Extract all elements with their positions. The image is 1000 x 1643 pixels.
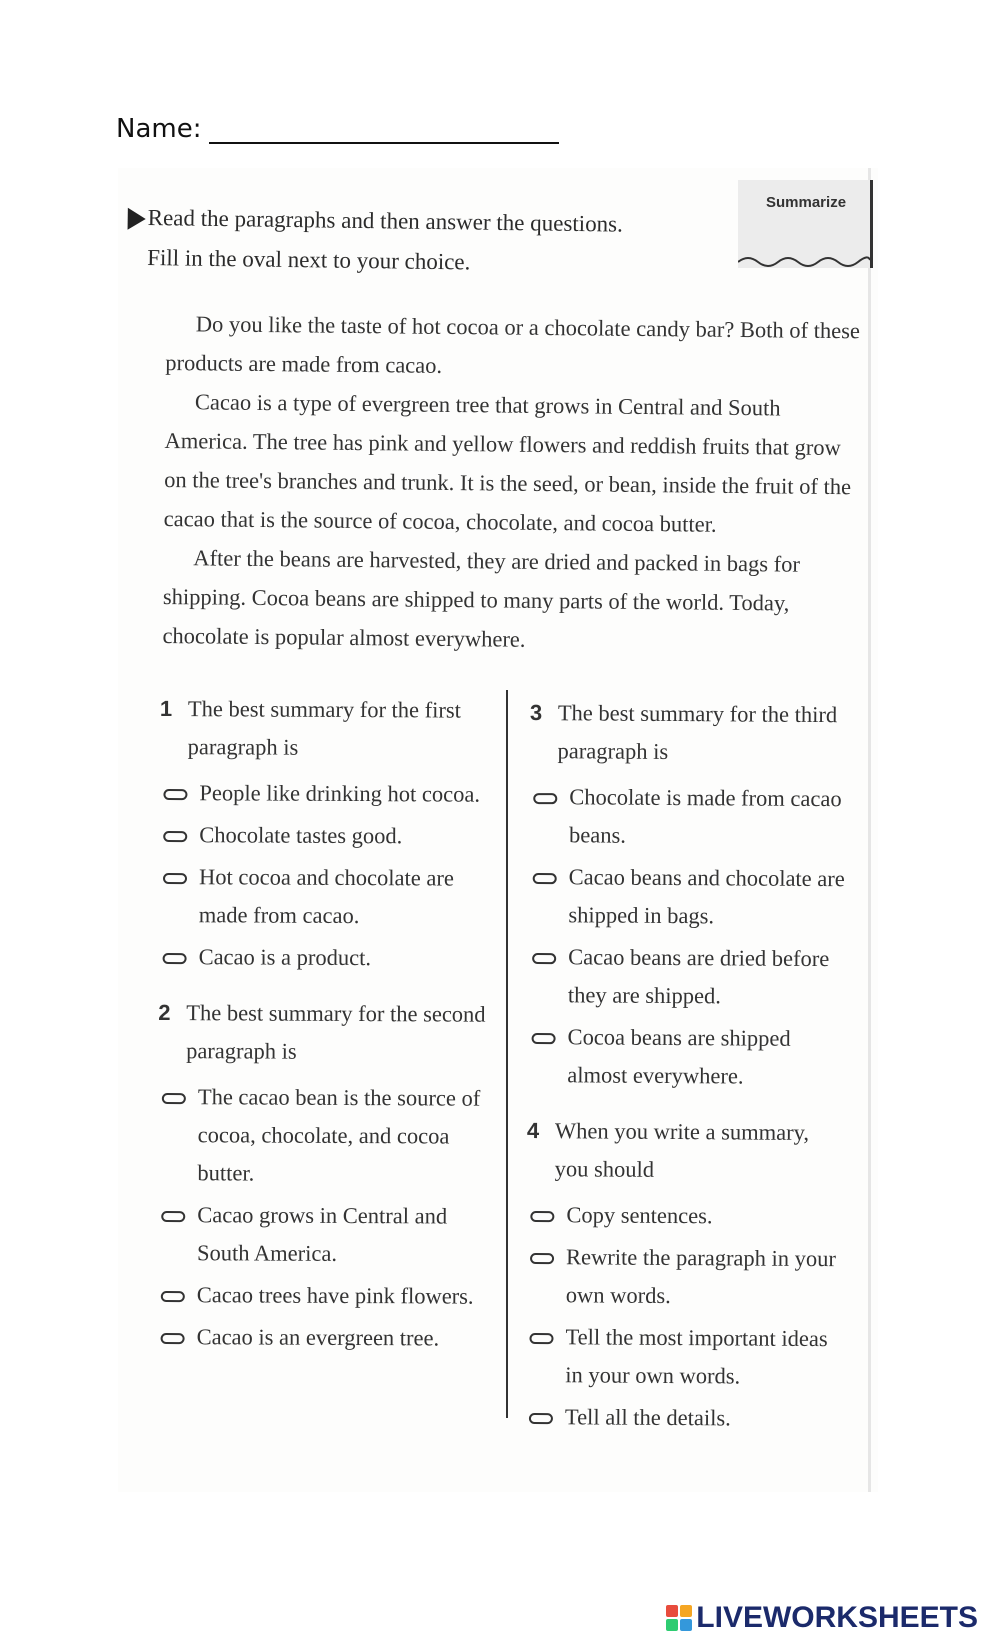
answer-option[interactable] (525, 1318, 846, 1396)
question-number: 2 (158, 999, 171, 1026)
answer-option[interactable] (525, 1398, 845, 1438)
question-prompt: When you write a summary, you should (554, 1118, 810, 1182)
answer-option[interactable] (157, 1078, 488, 1194)
reading-passage (162, 304, 866, 662)
option-text: Rewrite the paragraph in your own words. (565, 1244, 837, 1308)
option-text: Hot cocoa and chocolate are made from cacao. (198, 864, 454, 929)
question-4 (527, 1112, 848, 1190)
question-1 (160, 690, 490, 768)
answer-option[interactable] (157, 1196, 487, 1274)
answer-option[interactable] (157, 1318, 487, 1358)
option-text: Cacao trees have pink flowers. (196, 1282, 474, 1309)
question-2-options (157, 1078, 488, 1358)
option-text: Chocolate tastes good. (199, 822, 403, 849)
question-number: 3 (529, 699, 543, 726)
answer-option[interactable] (527, 1018, 848, 1096)
arrow-icon (128, 208, 146, 230)
answer-option[interactable] (159, 774, 489, 814)
option-text: Cocoa beans are shipped almost everywhere. (567, 1024, 791, 1089)
question-1-options (159, 774, 490, 978)
oval-radio-icon[interactable] (161, 1291, 185, 1302)
option-text: Cacao grows in Central and South America. (196, 1202, 448, 1266)
oval-radio-icon[interactable] (163, 873, 187, 884)
option-text: Copy sentences. (566, 1202, 713, 1229)
option-text: People like drinking hot cocoa. (199, 780, 481, 807)
questions-left-column (156, 690, 490, 1376)
logo-square (666, 1605, 678, 1617)
logo-square (666, 1619, 678, 1631)
paragraph-3: After the beans are harvested, they are dried and packed in bags for shipping. Cocoa beans are shipped to many parts of the world. Today, chocolate is popular almost everywhere. (162, 545, 801, 652)
option-text: Tell all the details. (564, 1404, 731, 1431)
paragraph-1: Do you like the taste of hot cocoa or a chocolate candy bar? Both of these products are made from cacao. (165, 311, 861, 378)
oval-radio-icon[interactable] (529, 1413, 553, 1424)
questions-right-column (525, 694, 850, 1456)
instruction-line-2: Fill in the oval next to your choice. (146, 244, 471, 275)
logo-square (680, 1605, 692, 1617)
column-divider (506, 690, 508, 1418)
torn-edge-decoration (738, 250, 870, 268)
answer-option[interactable] (528, 858, 849, 936)
name-label: Name: (116, 114, 202, 144)
answer-option[interactable] (528, 938, 849, 1016)
option-text: Chocolate is made from cacao beans. (568, 784, 842, 848)
question-prompt: The best summary for the third paragraph is (557, 700, 838, 764)
oval-radio-icon[interactable] (163, 831, 187, 842)
oval-radio-icon[interactable] (530, 1211, 554, 1222)
logo-square (680, 1619, 692, 1631)
question-4-options (525, 1196, 847, 1438)
oval-radio-icon[interactable] (162, 1093, 186, 1104)
question-3 (529, 694, 850, 772)
oval-radio-icon[interactable] (532, 953, 556, 964)
oval-radio-icon[interactable] (161, 1211, 185, 1222)
answer-option[interactable] (157, 1276, 487, 1316)
oval-radio-icon[interactable] (530, 1253, 554, 1264)
question-number: 1 (159, 695, 173, 722)
option-text: Cacao beans and chocolate are shipped in bags. (568, 864, 845, 929)
instruction-line-1: Read the paragraphs and then answer the questions. (147, 204, 624, 237)
option-text: The cacao bean is the source of cocoa, chocolate, and cocoa butter. (197, 1084, 481, 1186)
option-text: Cacao is a product. (198, 944, 372, 971)
brand-text: LIVEWORKSHEETS (696, 1601, 978, 1634)
oval-radio-icon[interactable] (533, 873, 557, 884)
answer-option[interactable] (159, 938, 489, 978)
answer-option[interactable] (159, 858, 489, 936)
answer-option[interactable] (526, 1238, 847, 1316)
name-row (116, 114, 559, 144)
answer-option[interactable] (529, 778, 850, 856)
oval-radio-icon[interactable] (533, 793, 557, 804)
liveworksheets-logo (666, 1601, 978, 1635)
oval-radio-icon[interactable] (532, 1033, 556, 1044)
name-field[interactable] (209, 116, 559, 144)
question-prompt: The best summary for the first paragraph is (187, 696, 462, 760)
question-number: 4 (526, 1117, 540, 1144)
liveworksheets-logo-icon (666, 1605, 692, 1631)
answer-option[interactable] (526, 1196, 846, 1236)
tag-label: Summarize (766, 194, 847, 211)
option-text: Cacao beans are dried before they are shipped. (567, 944, 830, 1009)
oval-radio-icon[interactable] (163, 953, 187, 964)
question-3-options (527, 778, 849, 1096)
instructions (147, 198, 623, 285)
summarize-tag (738, 180, 873, 268)
answer-option[interactable] (159, 816, 489, 856)
question-2 (158, 994, 488, 1072)
oval-radio-icon[interactable] (161, 1333, 185, 1344)
oval-radio-icon[interactable] (529, 1333, 553, 1344)
question-prompt: The best summary for the second paragraph is (186, 1000, 486, 1064)
option-text: Cacao is an evergreen tree. (196, 1324, 440, 1351)
oval-radio-icon[interactable] (163, 789, 187, 800)
option-text: Tell the most important ideas in your own words. (565, 1324, 828, 1389)
paragraph-2: Cacao is a type of evergreen tree that grows in Central and South America. The tree has pink and yellow flowers and reddish fruits that grow on the tree's branches and trunk. It is the seed, or bean, inside the fruit of the cacao that is the source of cocoa, chocolate, and cocoa butter. (163, 389, 852, 537)
page-edge (868, 168, 871, 1492)
